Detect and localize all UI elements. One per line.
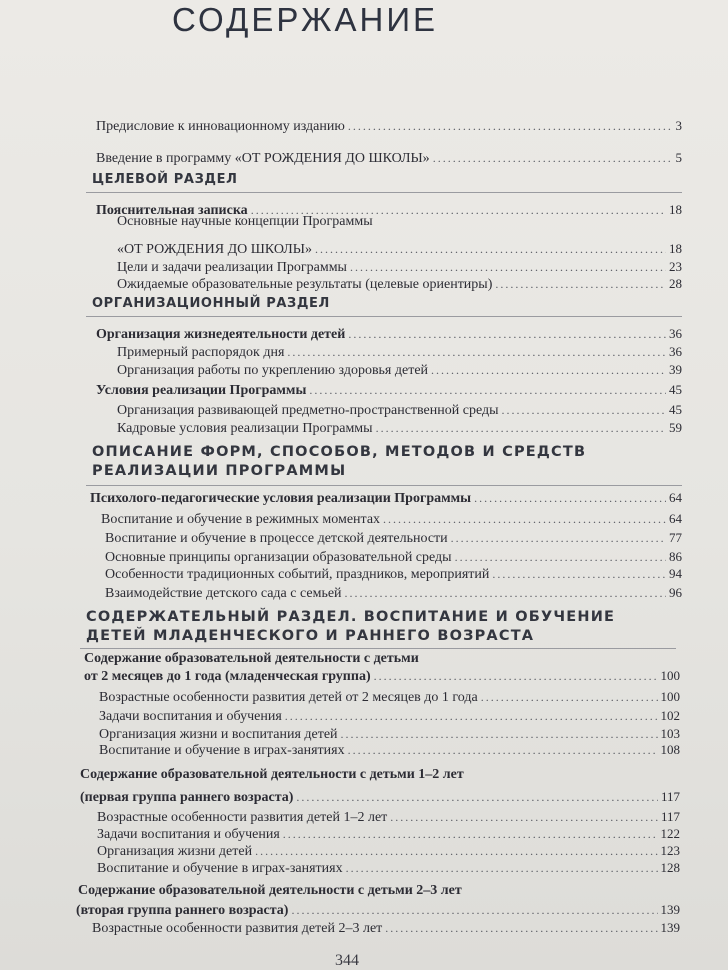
- toc-entry-label: Организация жизни детей: [97, 844, 253, 859]
- leader-dots: [345, 586, 666, 601]
- toc-entry-page: 139: [660, 920, 680, 935]
- toc-entry[interactable]: [0, 579, 728, 601]
- toc-entry-introduction[interactable]: [0, 143, 728, 165]
- toc-entry-label: Предисловие к инновационному изданию: [96, 119, 345, 134]
- toc-group-heading[interactable]: [0, 668, 728, 690]
- leader-dots: [291, 903, 657, 918]
- leader-dots: [481, 690, 658, 705]
- toc-entry[interactable]: [0, 413, 728, 435]
- toc-entry-page: 122: [660, 826, 680, 841]
- toc-entry-label: (вторая группа раннего возраста): [76, 903, 289, 918]
- toc-entry[interactable]: [0, 505, 728, 527]
- toc-entry-page: 96: [669, 585, 682, 600]
- toc-entry-page: 36: [669, 326, 682, 341]
- toc-entry-page: 64: [669, 490, 682, 505]
- toc-entry-page: 139: [660, 902, 680, 917]
- toc-entry-label: Основные принципы организации образовательной среды: [105, 550, 452, 565]
- toc-entry-page: 3: [675, 118, 682, 133]
- toc-entry-label: Организация жизнедеятельности детей: [96, 327, 346, 342]
- toc-entry-page: 102: [660, 708, 680, 723]
- toc-entry-label: Воспитание и обучение в играх-занятиях: [97, 861, 343, 876]
- toc-entry-preface[interactable]: [0, 118, 728, 140]
- section-title-line-1: ОПИСАНИЕ ФОРМ, СПОСОБОВ, МЕТОДОВ И СРЕДСТВ: [92, 444, 587, 460]
- toc-entry-label: Кадровые условия реализации Программы: [117, 421, 373, 436]
- section-divider: [86, 192, 682, 193]
- section-title-line-2: ДЕТЕЙ МЛАДЕНЧЕСКОГО И РАННЕГО ВОЗРАСТА: [86, 628, 535, 644]
- toc-entry-page: 100: [660, 668, 680, 683]
- leader-dots: [348, 119, 673, 134]
- toc-entry-label: Введение в программу «ОТ РОЖДЕНИЯ ДО ШКОЛЫ»: [96, 151, 430, 166]
- page-number: 344: [335, 952, 359, 969]
- toc-entry-page: 59: [669, 420, 682, 435]
- toc-entry-label: от 2 месяцев до 1 года (младенческая группа): [84, 669, 371, 684]
- toc-entry-label: Возрастные особенности развития детей 2–3 лет: [92, 921, 383, 936]
- section-title-line-2: РЕАЛИЗАЦИИ ПРОГРАММЫ: [92, 463, 347, 479]
- toc-entry-label: Взаимодействие детского сада с семьей: [105, 586, 342, 601]
- section-divider: [86, 485, 682, 486]
- toc-entry-page: 28: [669, 276, 682, 291]
- toc-group-heading-line-1[interactable]: Содержание образовательной деятельности с детьми: [84, 651, 419, 666]
- toc-entry-label: Задачи воспитания и обучения: [97, 827, 280, 842]
- toc-entry-page: 36: [669, 344, 682, 359]
- toc-entry-page: 77: [669, 530, 682, 545]
- toc-entry[interactable]: [0, 742, 728, 764]
- leader-dots: [296, 790, 658, 805]
- toc-entry-label: Организация жизни и воспитания детей: [99, 727, 338, 742]
- toc-entry-page: 103: [660, 726, 680, 741]
- toc-entry-label: Возрастные особенности развития детей от 2 месяцев до 1 года: [99, 690, 478, 705]
- toc-entry-page: 45: [669, 382, 682, 397]
- page-title: СОДЕРЖАНИЕ: [171, 1, 439, 38]
- section-divider: [86, 316, 682, 317]
- toc-entry-page: 128: [660, 860, 680, 875]
- section-title: ОРГАНИЗАЦИОННЫЙ РАЗДЕЛ: [92, 296, 330, 311]
- toc-entry-label: Примерный распорядок дня: [117, 345, 285, 360]
- toc-entry-page: 18: [669, 202, 682, 217]
- toc-entry-page: 64: [669, 511, 682, 526]
- leader-dots: [376, 421, 666, 436]
- leader-dots: [341, 727, 658, 742]
- toc-entry[interactable]: [0, 355, 728, 377]
- toc-entry-page: 45: [669, 402, 682, 417]
- toc-entry[interactable]: [0, 268, 728, 290]
- toc-entry-page: 39: [669, 362, 682, 377]
- toc-entry-label: Воспитание и обучение в играх-занятиях: [99, 743, 345, 758]
- leader-dots: [495, 277, 666, 292]
- toc-group-heading[interactable]: [0, 194, 728, 216]
- toc-entry-label: Возрастные особенности развития детей 1–2 лет: [97, 810, 388, 825]
- toc-entry-page: 18: [669, 241, 682, 256]
- leader-dots: [433, 151, 673, 166]
- leader-dots: [346, 861, 658, 876]
- toc-entry-label: Психолого-педагогические условия реализации Программы: [90, 491, 472, 506]
- toc-entry-label: Воспитание и обучение в режимных моментах: [101, 512, 381, 527]
- toc-entry[interactable]: [0, 855, 728, 877]
- toc-group-heading-line-1[interactable]: Содержание образовательной деятельности с детьми 1–2 лет: [80, 767, 464, 782]
- toc-entry-label: Воспитание и обучение в процессе детской деятельности: [105, 531, 448, 546]
- toc-entry-label: Цели и задачи реализации Программы: [117, 260, 347, 275]
- toc-entry-label: Условия реализации Программы: [96, 383, 307, 398]
- section-divider: [80, 648, 676, 649]
- toc-group-heading[interactable]: [0, 784, 728, 806]
- toc-entry-label: Организация работы по укреплению здоровья детей: [117, 363, 429, 378]
- leader-dots: [474, 491, 666, 506]
- toc-group-heading-line-1[interactable]: Содержание образовательной деятельности с детьми 2–3 лет: [78, 883, 462, 898]
- toc-entry-page: 123: [660, 843, 680, 858]
- toc-entry-page: 94: [669, 566, 682, 581]
- toc-entry[interactable]: [0, 918, 728, 940]
- leader-dots: [385, 921, 657, 936]
- toc-entry-label: Организация развивающей предметно-пространственной среды: [117, 403, 499, 418]
- toc-entry-label: «ОТ РОЖДЕНИЯ ДО ШКОЛЫ»: [117, 242, 312, 257]
- toc-entry-label: Ожидаемые образовательные результаты (целевые ориентиры): [117, 277, 493, 292]
- toc-entry-label: Пояснительная записка: [96, 203, 248, 218]
- toc-entry-page: 86: [669, 549, 682, 564]
- section-title-line-1: СОДЕРЖАТЕЛЬНЫЙ РАЗДЕЛ. ВОСПИТАНИЕ И ОБУЧЕНИЕ: [86, 609, 616, 625]
- leader-dots: [374, 669, 658, 684]
- section-title: ЦЕЛЕВОЙ РАЗДЕЛ: [92, 172, 238, 187]
- leader-dots: [285, 709, 658, 724]
- toc-entry-page: 117: [660, 809, 680, 824]
- toc-entry-label: Задачи воспитания и обучения: [99, 709, 282, 724]
- toc-entry-page: 117: [660, 789, 680, 804]
- toc-entry-label: Особенности традиционных событий, праздников, мероприятий: [105, 567, 490, 582]
- toc-entry-label: Основные научные концепции Программы: [117, 214, 373, 229]
- leader-dots: [348, 743, 658, 758]
- toc-entry-page: 108: [660, 742, 680, 757]
- toc-entry-page: 23: [669, 259, 682, 274]
- toc-entry-label: (первая группа раннего возраста): [80, 790, 294, 805]
- toc-entry-page: 5: [675, 150, 682, 165]
- toc-entry-page: 100: [660, 689, 680, 704]
